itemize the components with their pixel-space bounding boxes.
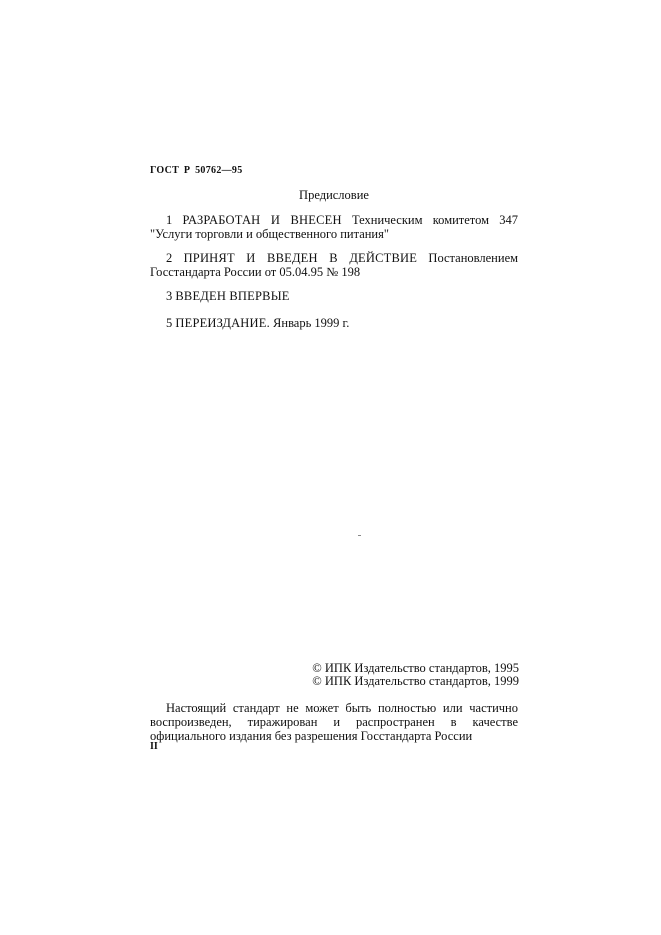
reproduction-notice: Настоящий стандарт не может быть полностью или частично воспроизведен, тиражирован и распространен в качестве официального издания без разрешения Госстандарта России [150, 701, 518, 743]
item-text: Постановлением Госстандарта России от 05.04.95 № 198 [150, 251, 519, 279]
item-number: 3 [166, 289, 173, 303]
item-caps: ПЕРЕИЗДАНИЕ. [175, 316, 270, 330]
scan-artifact-dot [358, 535, 361, 536]
preface-item-5 [150, 316, 518, 330]
item-caps: ПРИНЯТ И ВВЕДЕН В ДЕЙСТВИЕ [183, 251, 418, 265]
copyright-1995: © ИПК Издательство стандартов, 1995 [312, 661, 519, 675]
page-number: II [150, 741, 158, 752]
item-text: Техническим комитетом 347 "Услуги торговли и общественного питания" [150, 213, 519, 241]
preface-item-2 [150, 251, 518, 279]
document-code: ГОСТ Р 50762—95 [150, 165, 243, 176]
copyright-1999: © ИПК Издательство стандартов, 1999 [312, 674, 519, 688]
preface-item-1 [150, 213, 518, 241]
item-text: Январь 1999 г. [273, 316, 350, 330]
item-number: 1 [166, 213, 173, 227]
item-number: 5 [166, 316, 173, 330]
item-caps: РАЗРАБОТАН И ВНЕСЕН [182, 213, 342, 227]
item-caps: ВВЕДЕН ВПЕРВЫЕ [175, 289, 290, 303]
preface-title: Предисловие [299, 188, 369, 202]
item-number: 2 [166, 251, 173, 265]
preface-item-3 [150, 289, 518, 303]
